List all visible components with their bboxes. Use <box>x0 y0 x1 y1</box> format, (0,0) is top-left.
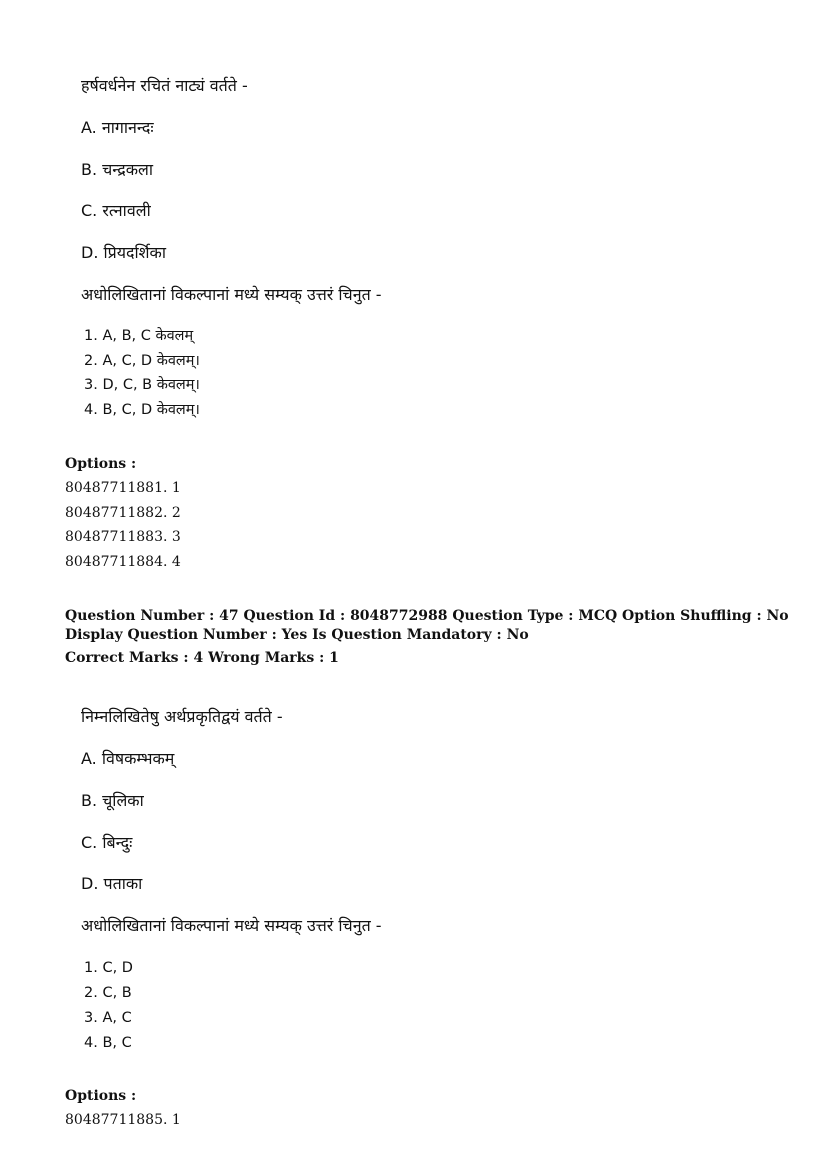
options-label: Options : <box>65 1088 137 1104</box>
instruction-text: अधोलिखितानां विकल्पानां मध्ये सम्यक् उत्तरं चिनुत - <box>81 916 382 935</box>
question-stem: हर्षवर्धनेन रचितं नाट्यं वर्तते - <box>81 76 248 95</box>
answer-choice: 1. A, B, C केवलम् <box>84 328 194 344</box>
statement-item: D. प्रियदर्शिका <box>81 243 166 262</box>
instruction-text: अधोलिखितानां विकल्पानां मध्ये सम्यक् उत्तरं चिनुत - <box>81 285 382 304</box>
answer-choice: 4. B, C, D केवलम्। <box>84 402 200 418</box>
options-label: Options : <box>65 456 137 472</box>
option-id: 80487711881. 1 <box>65 480 181 496</box>
answer-choice: 4. B, C <box>84 1035 132 1051</box>
answer-choice: 3. A, C <box>84 1010 132 1026</box>
question-stem: निम्नलिखितेषु अर्थप्रकृतिद्वयं वर्तते - <box>81 707 283 726</box>
answer-choice: 2. C, B <box>84 985 132 1001</box>
question-meta: Display Question Number : Yes Is Question Mandatory : No <box>65 627 529 643</box>
option-id: 80487711885. 1 <box>65 1112 181 1128</box>
statement-item: A. विषकम्भकम् <box>81 749 175 768</box>
answer-choice: 3. D, C, B केवलम्। <box>84 377 200 393</box>
statement-item: B. चन्द्रकला <box>81 160 154 179</box>
question-meta: Question Number : 47 Question Id : 8048772988 Question Type : MCQ Option Shuffling : No <box>65 608 789 624</box>
option-id: 80487711884. 4 <box>65 554 181 570</box>
statement-item: A. नागानन्दः <box>81 118 154 137</box>
answer-choice: 2. A, C, D केवलम्। <box>84 353 200 369</box>
option-id: 80487711882. 2 <box>65 505 181 521</box>
statement-item: B. चूलिका <box>81 791 144 810</box>
statement-item: C. बिन्दुः <box>81 833 133 852</box>
statement-item: D. पताका <box>81 874 143 893</box>
marks-info: Correct Marks : 4 Wrong Marks : 1 <box>65 650 339 666</box>
option-id: 80487711883. 3 <box>65 529 181 545</box>
answer-choice: 1. C, D <box>84 960 133 976</box>
statement-item: C. रत्नावली <box>81 201 151 220</box>
